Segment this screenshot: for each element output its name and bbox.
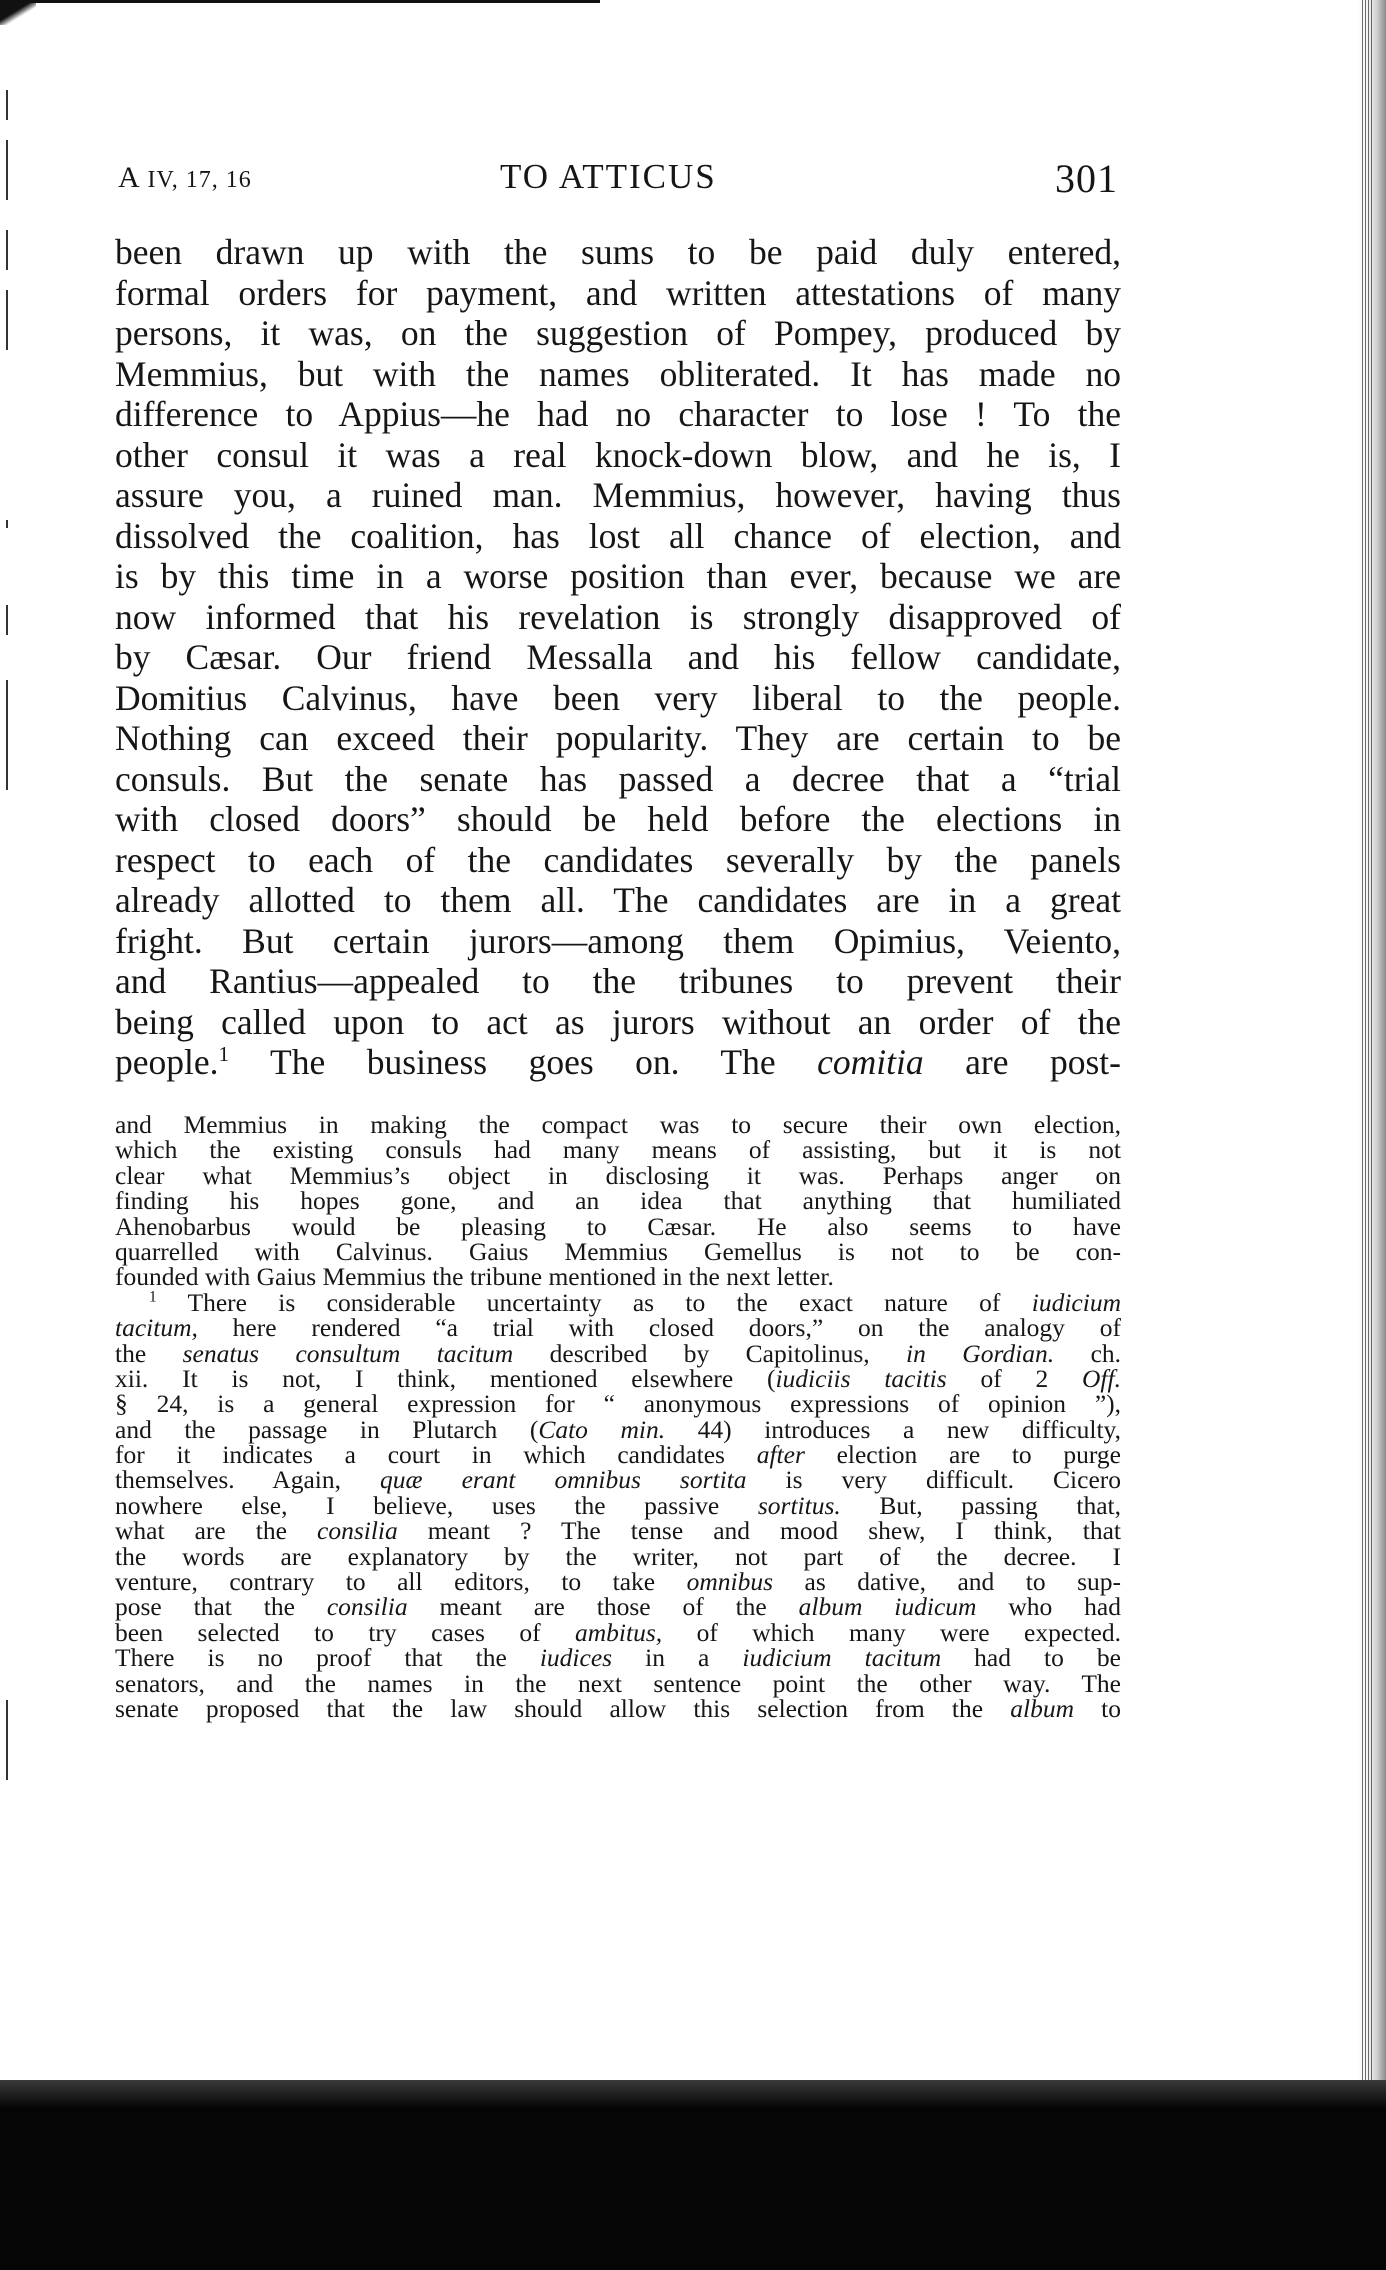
text-run: respect to each of the candidates severally by the panels xyxy=(115,839,1121,880)
text-run: and Memmius in making the compact was to secure their own election, xyxy=(115,1110,1121,1139)
text-run: which the existing consuls had many means of assisting, but it is not xyxy=(115,1135,1121,1165)
text-run: the xyxy=(115,1338,183,1368)
footnote-line xyxy=(115,1160,1121,1190)
italic-text: Cato min. xyxy=(538,1414,666,1444)
footnote-line xyxy=(115,1262,1121,1292)
text-run: for it indicates a court in which candidates xyxy=(115,1440,757,1470)
text-run: Memmius, but with the names obliterated. It has made no xyxy=(115,353,1121,394)
text-run: founded with Gaius Memmius the tribune mentioned in the next letter. xyxy=(115,1262,834,1292)
text-run: Ahenobarbus would be pleasing to Cæsar. He also seems to have xyxy=(115,1211,1121,1241)
italic-text: senatus consultum tacitum xyxy=(182,1338,514,1368)
italic-text: iudicium xyxy=(1031,1287,1121,1317)
text-run: are post- xyxy=(923,1042,1121,1082)
text-run: § 24, is a general expression for “ anonymous expressions of opinion ”), xyxy=(115,1389,1121,1419)
text-run: themselves. Again, xyxy=(115,1465,381,1495)
text-run: been selected to try cases of xyxy=(115,1617,575,1647)
text-run: election are to purge xyxy=(804,1440,1121,1470)
text-run: formal orders for payment, and written attestations of many xyxy=(115,272,1121,313)
footnote-line xyxy=(115,1643,1121,1673)
text-run: had to be xyxy=(941,1643,1121,1673)
text-run: nowhere else, I believe, uses the passive xyxy=(115,1490,758,1520)
text-run: fright. But certain jurors—among them Opimius, Veiento, xyxy=(115,920,1121,961)
text-run: consuls. But the senate has passed a decree that a “trial xyxy=(115,758,1121,799)
text-run: here rendered “a trial with closed doors,” on the analogy of xyxy=(197,1313,1121,1343)
footnote-line xyxy=(115,1693,1121,1723)
text-run: the words are explanatory by the writer, not part of the decree. I xyxy=(115,1541,1121,1571)
text-run: as dative, and to sup- xyxy=(773,1567,1121,1597)
footnote-line xyxy=(115,1490,1121,1520)
footnote-line xyxy=(115,1440,1121,1470)
text-line xyxy=(115,516,1121,557)
text-line xyxy=(115,880,1121,921)
text-run: meant are those of the xyxy=(407,1592,799,1622)
italic-text: iudices xyxy=(539,1643,613,1673)
footnote-line xyxy=(115,1617,1121,1647)
text-run: of 2 xyxy=(946,1363,1083,1393)
text-run: and Rantius—appealed to the tribunes to prevent their xyxy=(115,961,1121,1001)
running-head xyxy=(118,155,1118,205)
text-run: with closed doors” should be held before the elections in xyxy=(115,799,1121,839)
text-run: now informed that his revelation is strongly disapproved of xyxy=(115,596,1121,637)
text-run: There is considerable uncertainty as to the exact nature of xyxy=(156,1287,1032,1317)
text-run: is by this time in a worse position than ever, because we are xyxy=(115,556,1121,596)
text-run: and the passage in Plutarch ( xyxy=(115,1414,539,1444)
text-run: other consul it was a real knock-down blow, and he is, I xyxy=(115,434,1121,475)
italic-text: in Gordian. xyxy=(906,1338,1055,1368)
text-run: The business goes on. The xyxy=(229,1042,818,1082)
text-line xyxy=(115,1042,1121,1083)
text-line xyxy=(115,313,1121,354)
footnote-marker: 1 xyxy=(218,1042,230,1067)
text-line xyxy=(115,435,1121,476)
text-run: in a xyxy=(612,1643,743,1673)
footnote-line xyxy=(115,1338,1122,1368)
footnote-line xyxy=(115,1211,1121,1241)
text-line xyxy=(115,232,1121,273)
text-run: dissolved the coalition, has lost all chance of election, and xyxy=(115,515,1121,556)
text-line xyxy=(115,637,1121,678)
text-line xyxy=(115,354,1121,395)
page-number: 301 xyxy=(1055,156,1118,201)
footnote-line xyxy=(115,1389,1121,1419)
text-run: ch. xyxy=(1054,1338,1122,1368)
italic-text: tacitum, xyxy=(115,1313,198,1343)
text-run: meant ? The tense and mood shew, I think, that xyxy=(397,1516,1121,1546)
text-line xyxy=(115,799,1121,840)
text-line xyxy=(115,961,1121,1002)
footnote-line xyxy=(115,1186,1121,1216)
italic-text: album iudicum xyxy=(798,1592,977,1622)
italic-text: ambitus, xyxy=(575,1617,663,1647)
text-run: already allotted to them all. The candidates are in a great xyxy=(115,880,1121,920)
text-run: difference to Appius—he had no character to lose ! To the xyxy=(115,394,1121,434)
text-line xyxy=(115,475,1121,516)
footnote-line xyxy=(115,1567,1121,1597)
text-run: what are the xyxy=(115,1516,317,1546)
main-text xyxy=(115,232,1121,1083)
text-run: xii. It is not, I think, mentioned elsewhere ( xyxy=(115,1363,776,1393)
text-run: by Cæsar. Our friend Messalla and his fellow candidate, xyxy=(115,637,1121,677)
italic-text: iudicium tacitum xyxy=(742,1643,942,1673)
text-run: pose that the xyxy=(115,1592,327,1622)
text-run: senators, and the names in the next sentence point the other way. The xyxy=(115,1668,1121,1698)
running-head-reference: A IV, 17, 16 xyxy=(118,161,252,194)
scan-page-stack xyxy=(1362,0,1372,2080)
text-line xyxy=(115,597,1121,638)
footnote-marker: 1 xyxy=(149,1288,157,1306)
text-run: is very difficult. Cicero xyxy=(746,1465,1121,1495)
text-line xyxy=(115,1002,1121,1043)
text-run: persons, it was, on the suggestion of Pompey, produced by xyxy=(115,313,1121,353)
text-run: There is no proof that the xyxy=(115,1643,540,1673)
text-run: been drawn up with the sums to be paid duly entered, xyxy=(115,232,1121,272)
italic-text: sortitus. xyxy=(757,1490,841,1520)
footnote-line xyxy=(115,1313,1121,1343)
italic-text: quæ erant omnibus sortita xyxy=(380,1465,747,1495)
scan-left-edge xyxy=(0,80,16,1780)
text-run: to xyxy=(1073,1693,1121,1723)
italic-text: omnibus xyxy=(686,1567,774,1597)
footnote-line xyxy=(115,1287,1121,1317)
text-run: described by Capitolinus, xyxy=(513,1338,907,1368)
text-line xyxy=(115,840,1121,881)
footnote-line xyxy=(115,1414,1122,1444)
footnote-line xyxy=(115,1668,1121,1698)
text-line xyxy=(115,678,1121,719)
text-run: being called upon to act as jurors without an order of the xyxy=(115,1001,1121,1042)
italic-text: iudiciis tacitis xyxy=(775,1363,947,1393)
text-run: finding his hopes gone, and an idea that anything that humiliated xyxy=(115,1186,1121,1216)
footnote-line xyxy=(115,1236,1121,1266)
footnotes xyxy=(115,1112,1121,1721)
footnote-line xyxy=(115,1363,1121,1393)
scan-bottom-border xyxy=(0,2080,1386,2270)
text-run: But, passing that, xyxy=(840,1490,1121,1520)
footnote-line xyxy=(115,1112,1121,1137)
italic-text: after xyxy=(756,1440,805,1470)
running-head-title: TO ATTICUS xyxy=(500,157,717,196)
text-line xyxy=(115,273,1121,314)
text-run: senate proposed that the law should allow this selection from the xyxy=(115,1693,1011,1723)
text-run: who had xyxy=(976,1592,1122,1622)
text-line xyxy=(115,556,1121,597)
footnote-line xyxy=(115,1135,1121,1165)
text-run: Nothing can exceed their popularity. They are certain to be xyxy=(115,718,1121,758)
text-run: of which many were expected. xyxy=(662,1617,1121,1647)
text-run: people. xyxy=(115,1042,219,1082)
text-line xyxy=(115,921,1121,962)
text-run: 44) introduces a new difficulty, xyxy=(665,1414,1122,1444)
text-run: clear what Memmius’s object in disclosing it was. Perhaps anger on xyxy=(115,1160,1121,1190)
text-line xyxy=(115,759,1121,800)
italic-text: consilia xyxy=(317,1516,398,1546)
italic-text: comitia xyxy=(817,1042,924,1082)
text-line xyxy=(115,394,1121,435)
footnote-line xyxy=(115,1516,1121,1546)
text-run: Domitius Calvinus, have been very liberal to the people. xyxy=(115,677,1121,718)
text-run: quarrelled with Calvinus. Gaius Memmius Gemellus is not to be con- xyxy=(115,1236,1121,1266)
italic-text: album xyxy=(1010,1693,1074,1723)
footnote-line xyxy=(115,1541,1121,1571)
text-run: assure you, a ruined man. Memmius, however, having thus xyxy=(115,475,1121,515)
italic-text: consilia xyxy=(326,1592,408,1622)
text-run: venture, contrary to all editors, to take xyxy=(115,1567,687,1597)
footnote-line xyxy=(115,1465,1121,1495)
text-line xyxy=(115,718,1121,759)
italic-text: Off. xyxy=(1082,1363,1121,1393)
footnote-line xyxy=(115,1592,1122,1622)
scan-top-edge xyxy=(0,0,600,26)
